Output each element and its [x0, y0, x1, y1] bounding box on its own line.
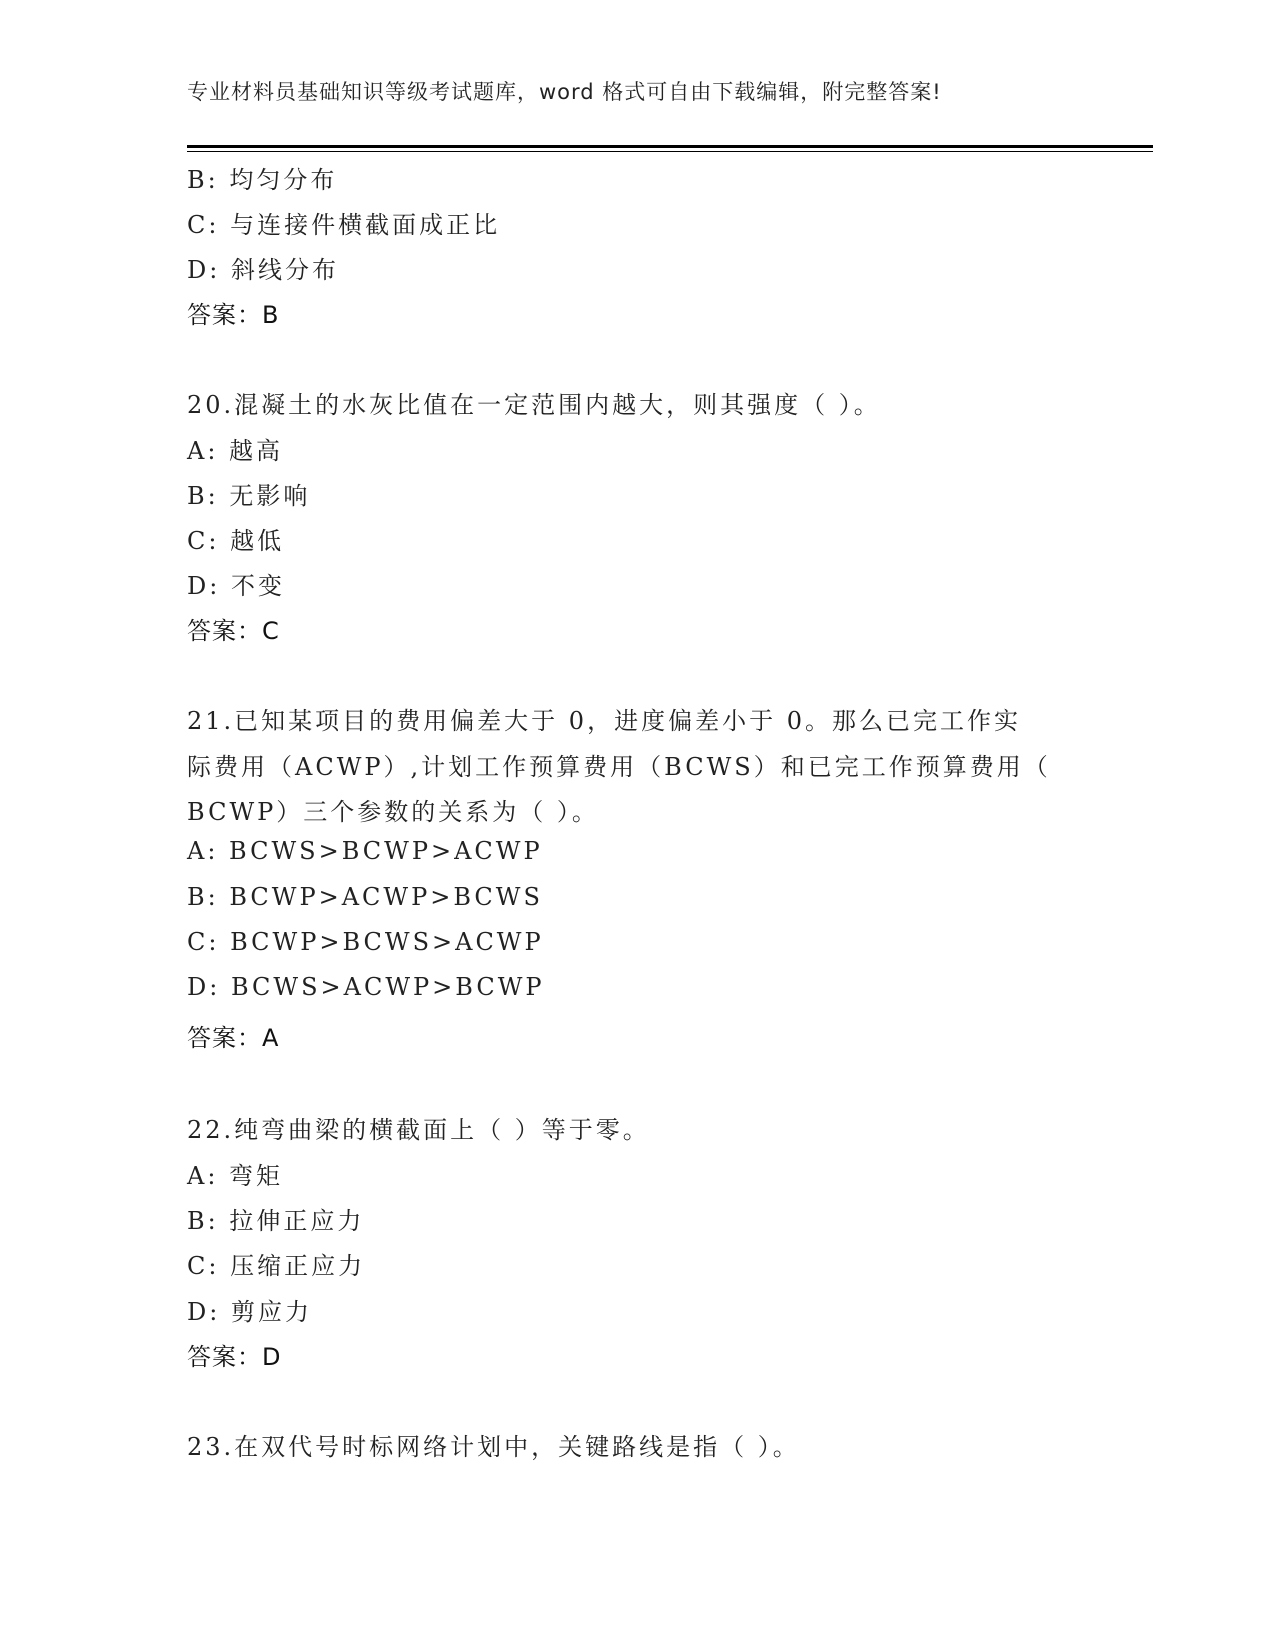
q19-option-d: D: 斜线分布 — [187, 256, 339, 284]
q20-option-c: C: 越低 — [187, 527, 285, 555]
q20-option-d: D: 不变 — [187, 572, 285, 600]
q21-question-line-2: 际费用（ACWP）,计划工作预算费用（BCWS）和已完工作预算费用（ — [187, 753, 1051, 781]
q21-option-d: D: BCWS>ACWP>BCWP — [187, 973, 545, 1001]
header-rule-thick — [187, 145, 1153, 148]
header-rule-thin — [187, 151, 1153, 152]
q22-option-d: D: 剪应力 — [187, 1298, 312, 1326]
q20-answer: 答案：C — [187, 617, 280, 645]
q22-option-a: A: 弯矩 — [187, 1162, 284, 1190]
q22-answer: 答案：D — [187, 1343, 282, 1371]
q20-question: 20.混凝土的水灰比值在一定范围内越大，则其强度（ ）。 — [187, 391, 881, 419]
q21-question-line-3: BCWP）三个参数的关系为（ ）。 — [187, 798, 599, 826]
q21-option-b: B: BCWP>ACWP>BCWS — [187, 883, 543, 911]
q21-answer: 答案：A — [187, 1024, 280, 1052]
q22-option-c: C: 压缩正应力 — [187, 1252, 366, 1280]
q19-option-c: C: 与连接件横截面成正比 — [187, 211, 501, 239]
q22-option-b: B: 拉伸正应力 — [187, 1207, 365, 1235]
page-header: 专业材料员基础知识等级考试题库，word 格式可自由下载编辑，附完整答案! — [187, 80, 942, 104]
q22-question: 22.纯弯曲梁的横截面上（ ）等于零。 — [187, 1116, 650, 1144]
q21-option-c: C: BCWP>BCWS>ACWP — [187, 928, 544, 956]
q23-question: 23.在双代号时标网络计划中，关键路线是指（ ）。 — [187, 1433, 800, 1461]
q20-option-a: A: 越高 — [187, 437, 284, 465]
q20-option-b: B: 无影响 — [187, 482, 311, 510]
q21-option-a: A: BCWS>BCWP>ACWP — [187, 837, 543, 865]
q19-option-b: B: 均匀分布 — [187, 166, 338, 194]
q19-answer: 答案：B — [187, 301, 280, 329]
q21-question-line-1: 21.已知某项目的费用偏差大于 0，进度偏差小于 0。那么已完工作实 — [187, 707, 1021, 735]
